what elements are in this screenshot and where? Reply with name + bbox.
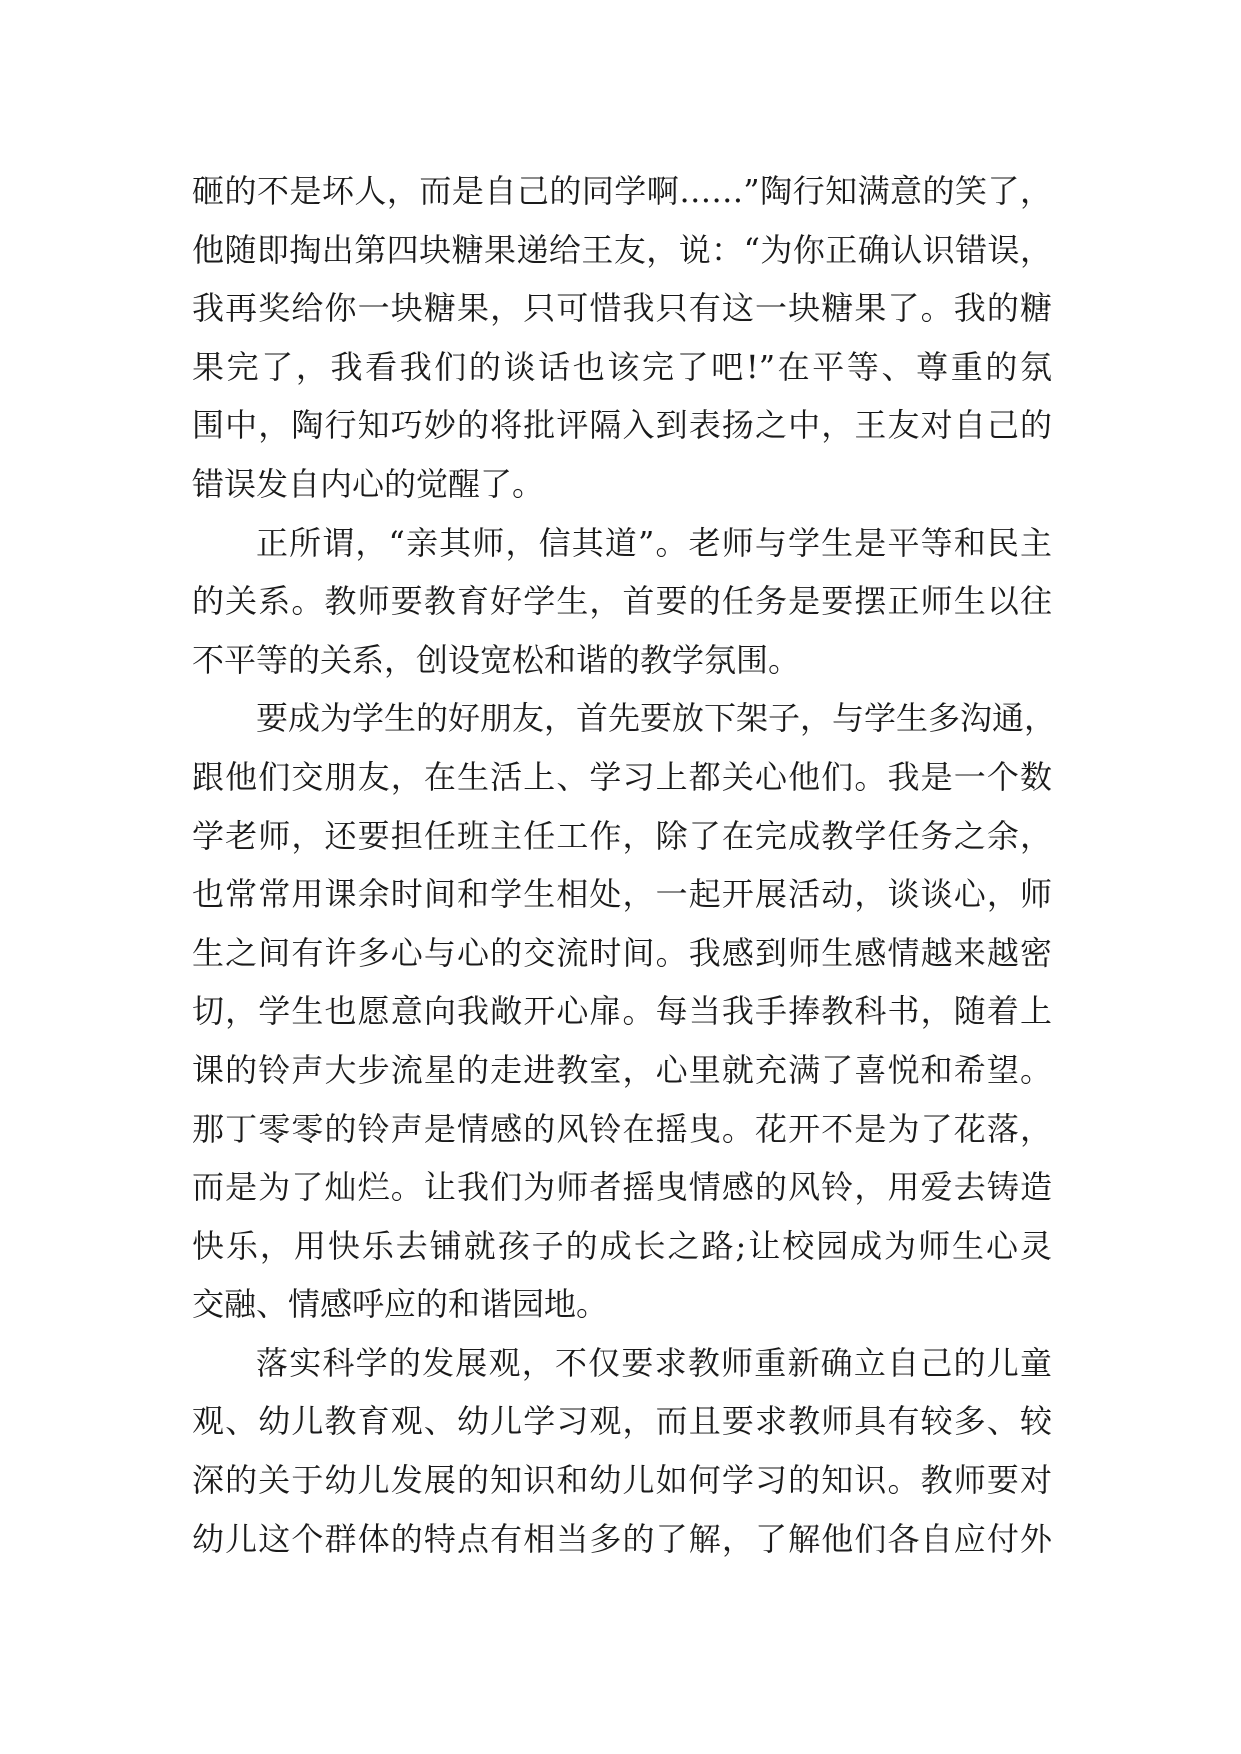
- text-line: 错误发自内心的觉醒了。: [192, 464, 545, 503]
- text-line: 而是为了灿烂。让我们为师者摇曳情感的风铃，用爱去铸造: [192, 1168, 1052, 1207]
- text-line: 落实科学的发展观，不仅要求教师重新确立自己的儿童: [256, 1343, 1052, 1382]
- text-line: 快乐，用快乐去铺就孩子的成长之路;让校园成为师生心灵: [192, 1226, 1052, 1265]
- text-line: 观、幼儿教育观、幼儿学习观，而且要求教师具有较多、较: [192, 1402, 1052, 1441]
- text-line: 我再奖给你一块糖果，只可惜我只有这一块糖果了。我的糖: [192, 289, 1052, 328]
- text-line: 果完了，我看我们的谈话也该完了吧!”在平等、尊重的氛: [192, 347, 1052, 386]
- text-line: 课的铃声大步流星的走进教室，心里就充满了喜悦和希望。: [192, 1050, 1052, 1089]
- text-line: 跟他们交朋友，在生活上、学习上都关心他们。我是一个数: [192, 757, 1052, 796]
- text-line: 学老师，还要担任班主任工作，除了在完成教学任务之余，: [192, 816, 1052, 855]
- text-line: 围中，陶行知巧妙的将批评隔入到表扬之中，王友对自己的: [192, 406, 1052, 445]
- text-line: 深的关于幼儿发展的知识和幼儿如何学习的知识。教师要对: [192, 1461, 1052, 1500]
- text-line: 的关系。教师要教育好学生，首要的任务是要摆正师生以往: [192, 582, 1052, 621]
- text-line: 切，学生也愿意向我敞开心扉。每当我手捧教科书，随着上: [192, 992, 1052, 1031]
- text-line: 正所谓，“亲其师，信其道”。老师与学生是平等和民主: [256, 523, 1052, 562]
- text-line: 交融、情感呼应的和谐园地。: [192, 1285, 609, 1324]
- text-line: 砸的不是坏人，而是自己的同学啊……”陶行知满意的笑了，: [192, 172, 1052, 210]
- text-line: 生之间有许多心与心的交流时间。我感到师生感情越来越密: [192, 933, 1052, 972]
- text-line: 不平等的关系，创设宽松和谐的教学氛围。: [192, 640, 801, 679]
- text-line: 他随即掏出第四块糖果递给王友，说：“为你正确认识错误，: [192, 230, 1052, 269]
- text-line: 也常常用课余时间和学生相处，一起开展活动，谈谈心，师: [192, 875, 1052, 914]
- text-line: 幼儿这个群体的特点有相当多的了解，了解他们各自应付外: [192, 1519, 1052, 1558]
- text-line: 要成为学生的好朋友，首先要放下架子，与学生多沟通，: [256, 699, 1057, 738]
- text-line: 那丁零零的铃声是情感的风铃在摇曳。花开不是为了花落，: [192, 1109, 1052, 1148]
- document-body: [192, 162, 1057, 1568]
